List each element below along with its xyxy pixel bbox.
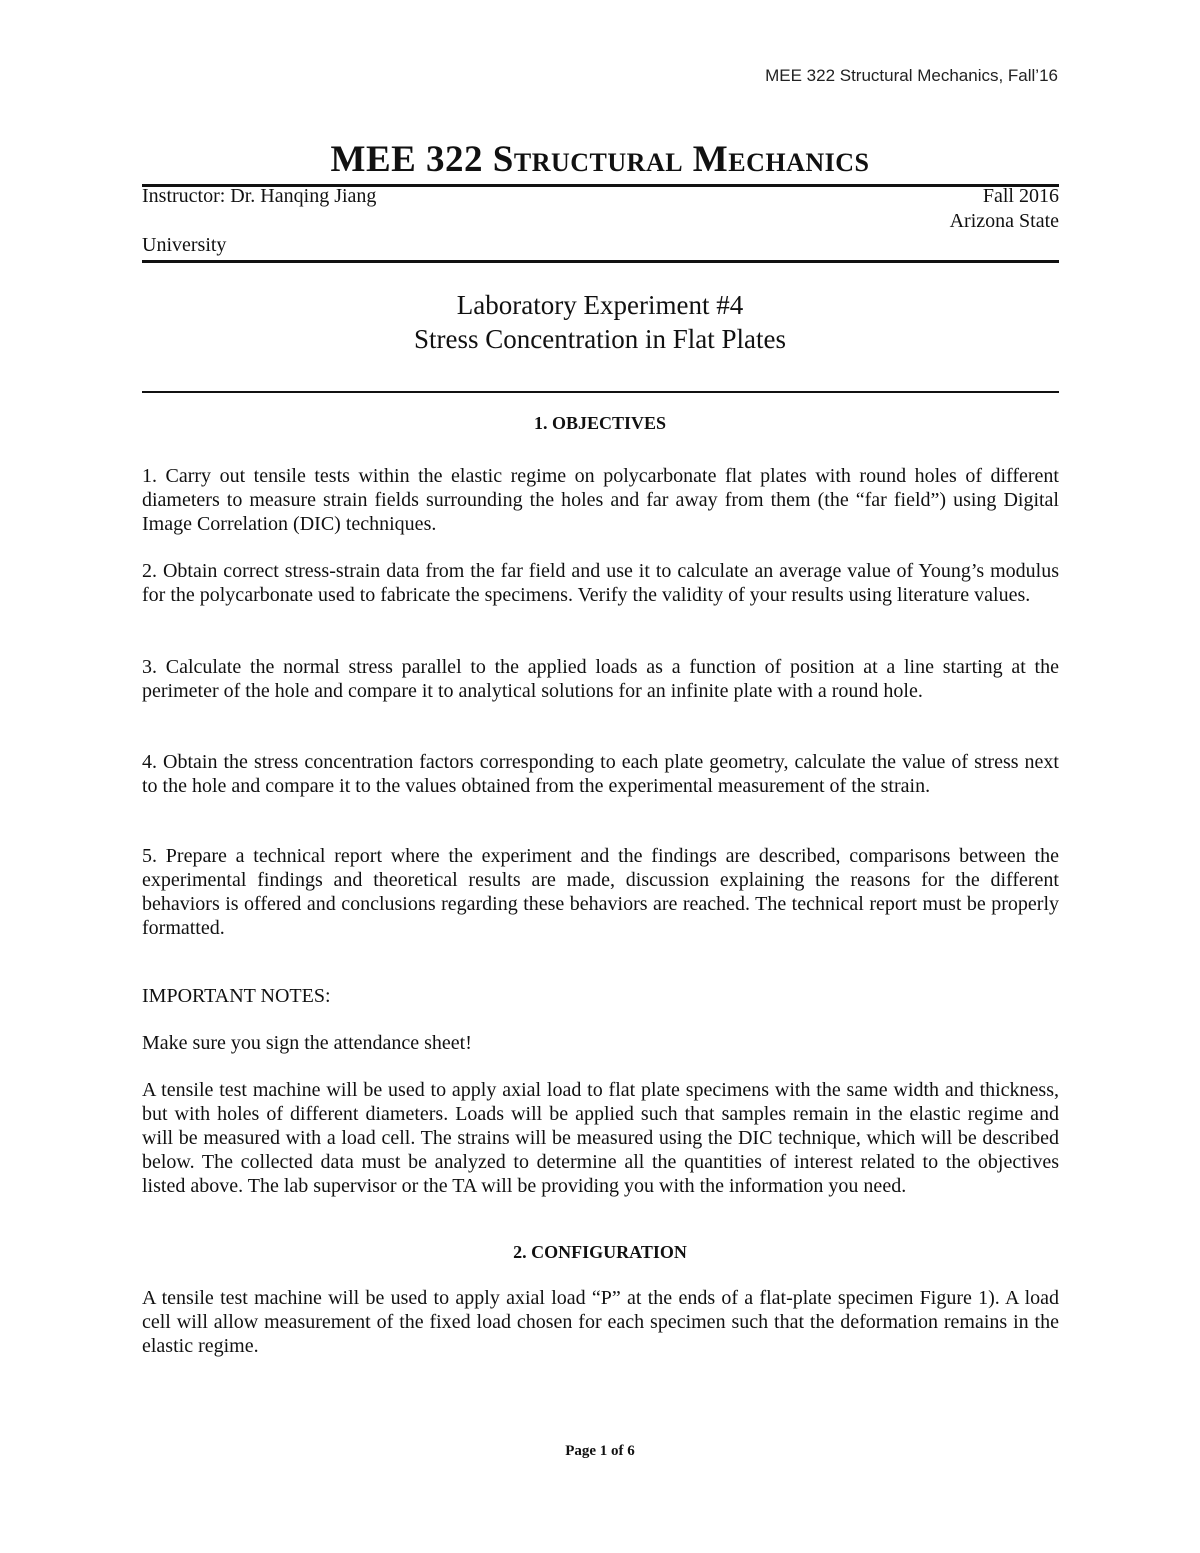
objectives-heading: 1. OBJECTIVES <box>533 413 667 433</box>
page-number: Page 1 of 6 <box>565 1443 635 1459</box>
objective-2-text: 2. Obtain correct stress-strain data from the far field and use it to calculate an average value of Young’s modulus for the polycarbonate used to fabricate the specimens. Verify the validity of your results using literature values. <box>142 560 1059 606</box>
configuration-paragraph-text: A tensile test machine will be used to apply axial load “P” at the ends of a flat-plate specimen Figure 1). A load cell will allow measurement of the fixed load chosen for each specimen such that the deformation remains in the elastic regime. <box>142 1287 1059 1357</box>
term-label: Fall 2016 <box>982 185 1059 207</box>
attendance-note: Make sure you sign the attendance sheet! <box>142 1032 472 1054</box>
instructor-line: Instructor: Dr. Hanqing Jiang <box>142 185 377 207</box>
objective-4 <box>142 750 1059 798</box>
objective-1 <box>142 464 1059 536</box>
configuration-heading: 2. CONFIGURATION <box>513 1242 687 1262</box>
configuration-paragraph <box>142 1286 1059 1358</box>
objective-3-text: 3. Calculate the normal stress parallel to the applied loads as a function of position at a line starting at the perimeter of the hole and compare it to analytical solutions for an infinite plate with a round hole. <box>142 656 1059 702</box>
objective-5 <box>142 844 1059 940</box>
objective-1-text: 1. Carry out tensile tests within the elastic regime on polycarbonate flat plates with round holes of different diameters to measure strain fields surrounding the holes and far away from them (the “far field”) using Digital Image Correlation (DIC) techniques. <box>142 465 1059 535</box>
running-header: MEE 322 Structural Mechanics, Fall’16 <box>765 66 1058 85</box>
lab-title-line2: Stress Concentration in Flat Plates <box>414 324 786 354</box>
lab-title-line1: Laboratory Experiment #4 <box>456 290 744 320</box>
notes-paragraph <box>142 1078 1059 1198</box>
notes-paragraph-text: A tensile test machine will be used to apply axial load to flat plate specimens with the same width and thickness, but with holes of different diameters. Loads will be applied such that samples remain in the elastic regime and will be measured with a load cell. The strains will be measured using the DIC technique, which will be described below. The collected data must be analyzed to determine all the quantities of interest related to the objectives listed above. The lab supervisor or the TA will be providing you with the information you need. <box>142 1079 1059 1197</box>
objective-4-text: 4. Obtain the stress concentration factors corresponding to each plate geometry, calculate the value of stress next to the hole and compare it to the values obtained from the experimental measurement of the strain. <box>142 751 1059 797</box>
header-divider <box>142 260 1059 263</box>
school-name-part2: University <box>142 234 227 256</box>
lab-title <box>0 288 1200 356</box>
objective-3 <box>142 655 1059 703</box>
important-notes-heading: IMPORTANT NOTES: <box>142 985 331 1007</box>
school-name-part1: Arizona State <box>949 210 1059 232</box>
objective-2 <box>142 559 1059 607</box>
objective-5-text: 5. Prepare a technical report where the experiment and the findings are described, comparisons between the experimental findings and theoretical results are made, discussion explaining the reasons for the different behaviors is offered and conclusions regarding these behaviors are reached. The technical report must be properly formatted. <box>142 845 1059 939</box>
title-divider <box>142 391 1059 393</box>
course-title: MEE 322 Structural Mechanics <box>330 139 870 180</box>
